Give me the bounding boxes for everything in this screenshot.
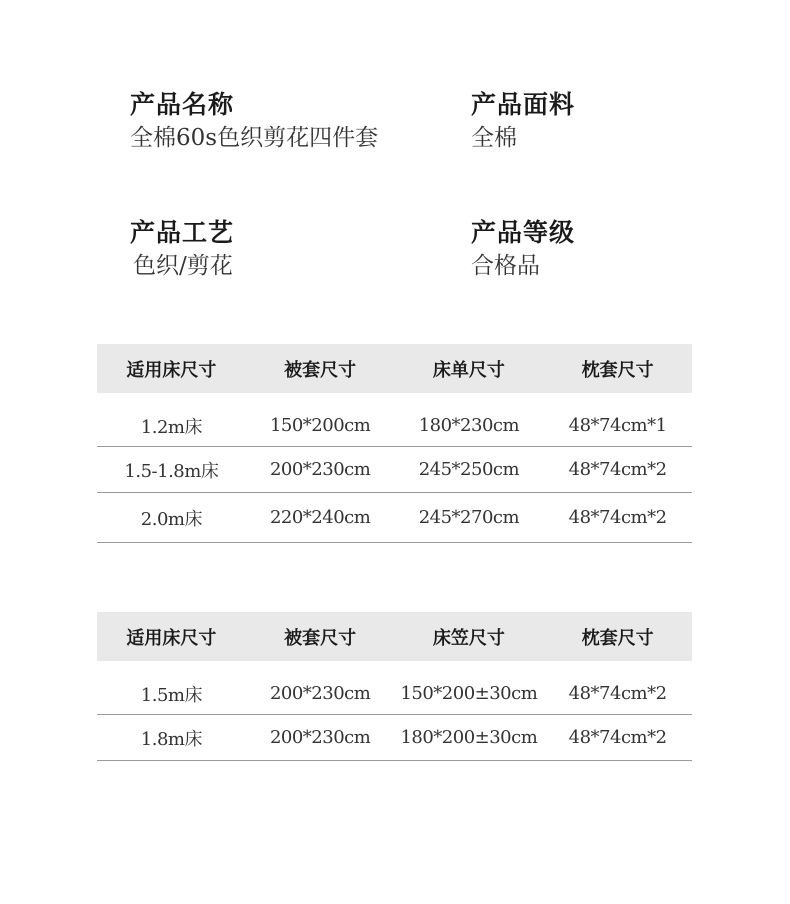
table-header [97, 612, 692, 661]
spec-label: 产品工艺 [130, 218, 235, 247]
header-pillowcase-size: 枕套尺寸 [581, 627, 654, 649]
spec-label: 产品名称 [130, 90, 235, 119]
cell-bed-size: 1.5-1.8m床 [124, 460, 219, 482]
cell-pillowcase-size: 48*74cm*1 [568, 415, 667, 436]
cell-pillowcase-size: 48*74cm*2 [568, 507, 667, 528]
size-table-fitted-sheet [97, 612, 692, 761]
spec-grade [471, 218, 575, 281]
cell-pillowcase-size: 48*74cm*2 [568, 459, 667, 480]
cell-duvet-size: 200*230cm [269, 683, 371, 704]
cell-sheet-size: 245*270cm [418, 507, 520, 528]
cell-duvet-size: 200*230cm [269, 459, 371, 480]
spec-craft [130, 218, 234, 281]
cell-bed-size: 1.5m床 [140, 684, 202, 706]
cell-duvet-size: 200*230cm [269, 727, 371, 748]
header-fitted-sheet-size: 床笠尺寸 [432, 627, 505, 649]
header-pillowcase-size: 枕套尺寸 [581, 359, 654, 381]
spec-value: 全棉 [471, 125, 517, 151]
spec-value: 全棉60s色织剪花四件套 [130, 125, 379, 151]
table-row [97, 447, 692, 493]
cell-pillowcase-size: 48*74cm*2 [568, 727, 667, 748]
table-row [97, 715, 692, 761]
spec-label: 产品等级 [471, 218, 576, 247]
table-row [97, 493, 692, 543]
cell-fitted-sheet-size: 150*200±30cm [400, 683, 538, 704]
cell-bed-size: 2.0m床 [140, 508, 202, 530]
cell-pillowcase-size: 48*74cm*2 [568, 683, 667, 704]
header-bed-size: 适用床尺寸 [126, 627, 217, 649]
cell-duvet-size: 220*240cm [269, 507, 371, 528]
header-sheet-size: 床单尺寸 [432, 359, 505, 381]
cell-bed-size: 1.2m床 [140, 416, 202, 438]
header-bed-size: 适用床尺寸 [126, 359, 217, 381]
spec-value: 合格品 [471, 253, 540, 279]
spec-fabric [471, 90, 575, 153]
table-header [97, 344, 692, 393]
cell-sheet-size: 245*250cm [418, 459, 520, 480]
spec-label: 产品面料 [471, 90, 576, 119]
cell-duvet-size: 150*200cm [269, 415, 371, 436]
table-row [97, 393, 692, 447]
table-row [97, 661, 692, 715]
cell-bed-size: 1.8m床 [140, 728, 202, 750]
cell-fitted-sheet-size: 180*200±30cm [400, 727, 538, 748]
size-table-flat-sheet [97, 344, 692, 543]
spec-value: 色织/剪花 [133, 253, 233, 279]
cell-sheet-size: 180*230cm [418, 415, 520, 436]
header-duvet-size: 被套尺寸 [284, 627, 357, 649]
header-duvet-size: 被套尺寸 [284, 359, 357, 381]
spec-product-name [130, 90, 378, 153]
